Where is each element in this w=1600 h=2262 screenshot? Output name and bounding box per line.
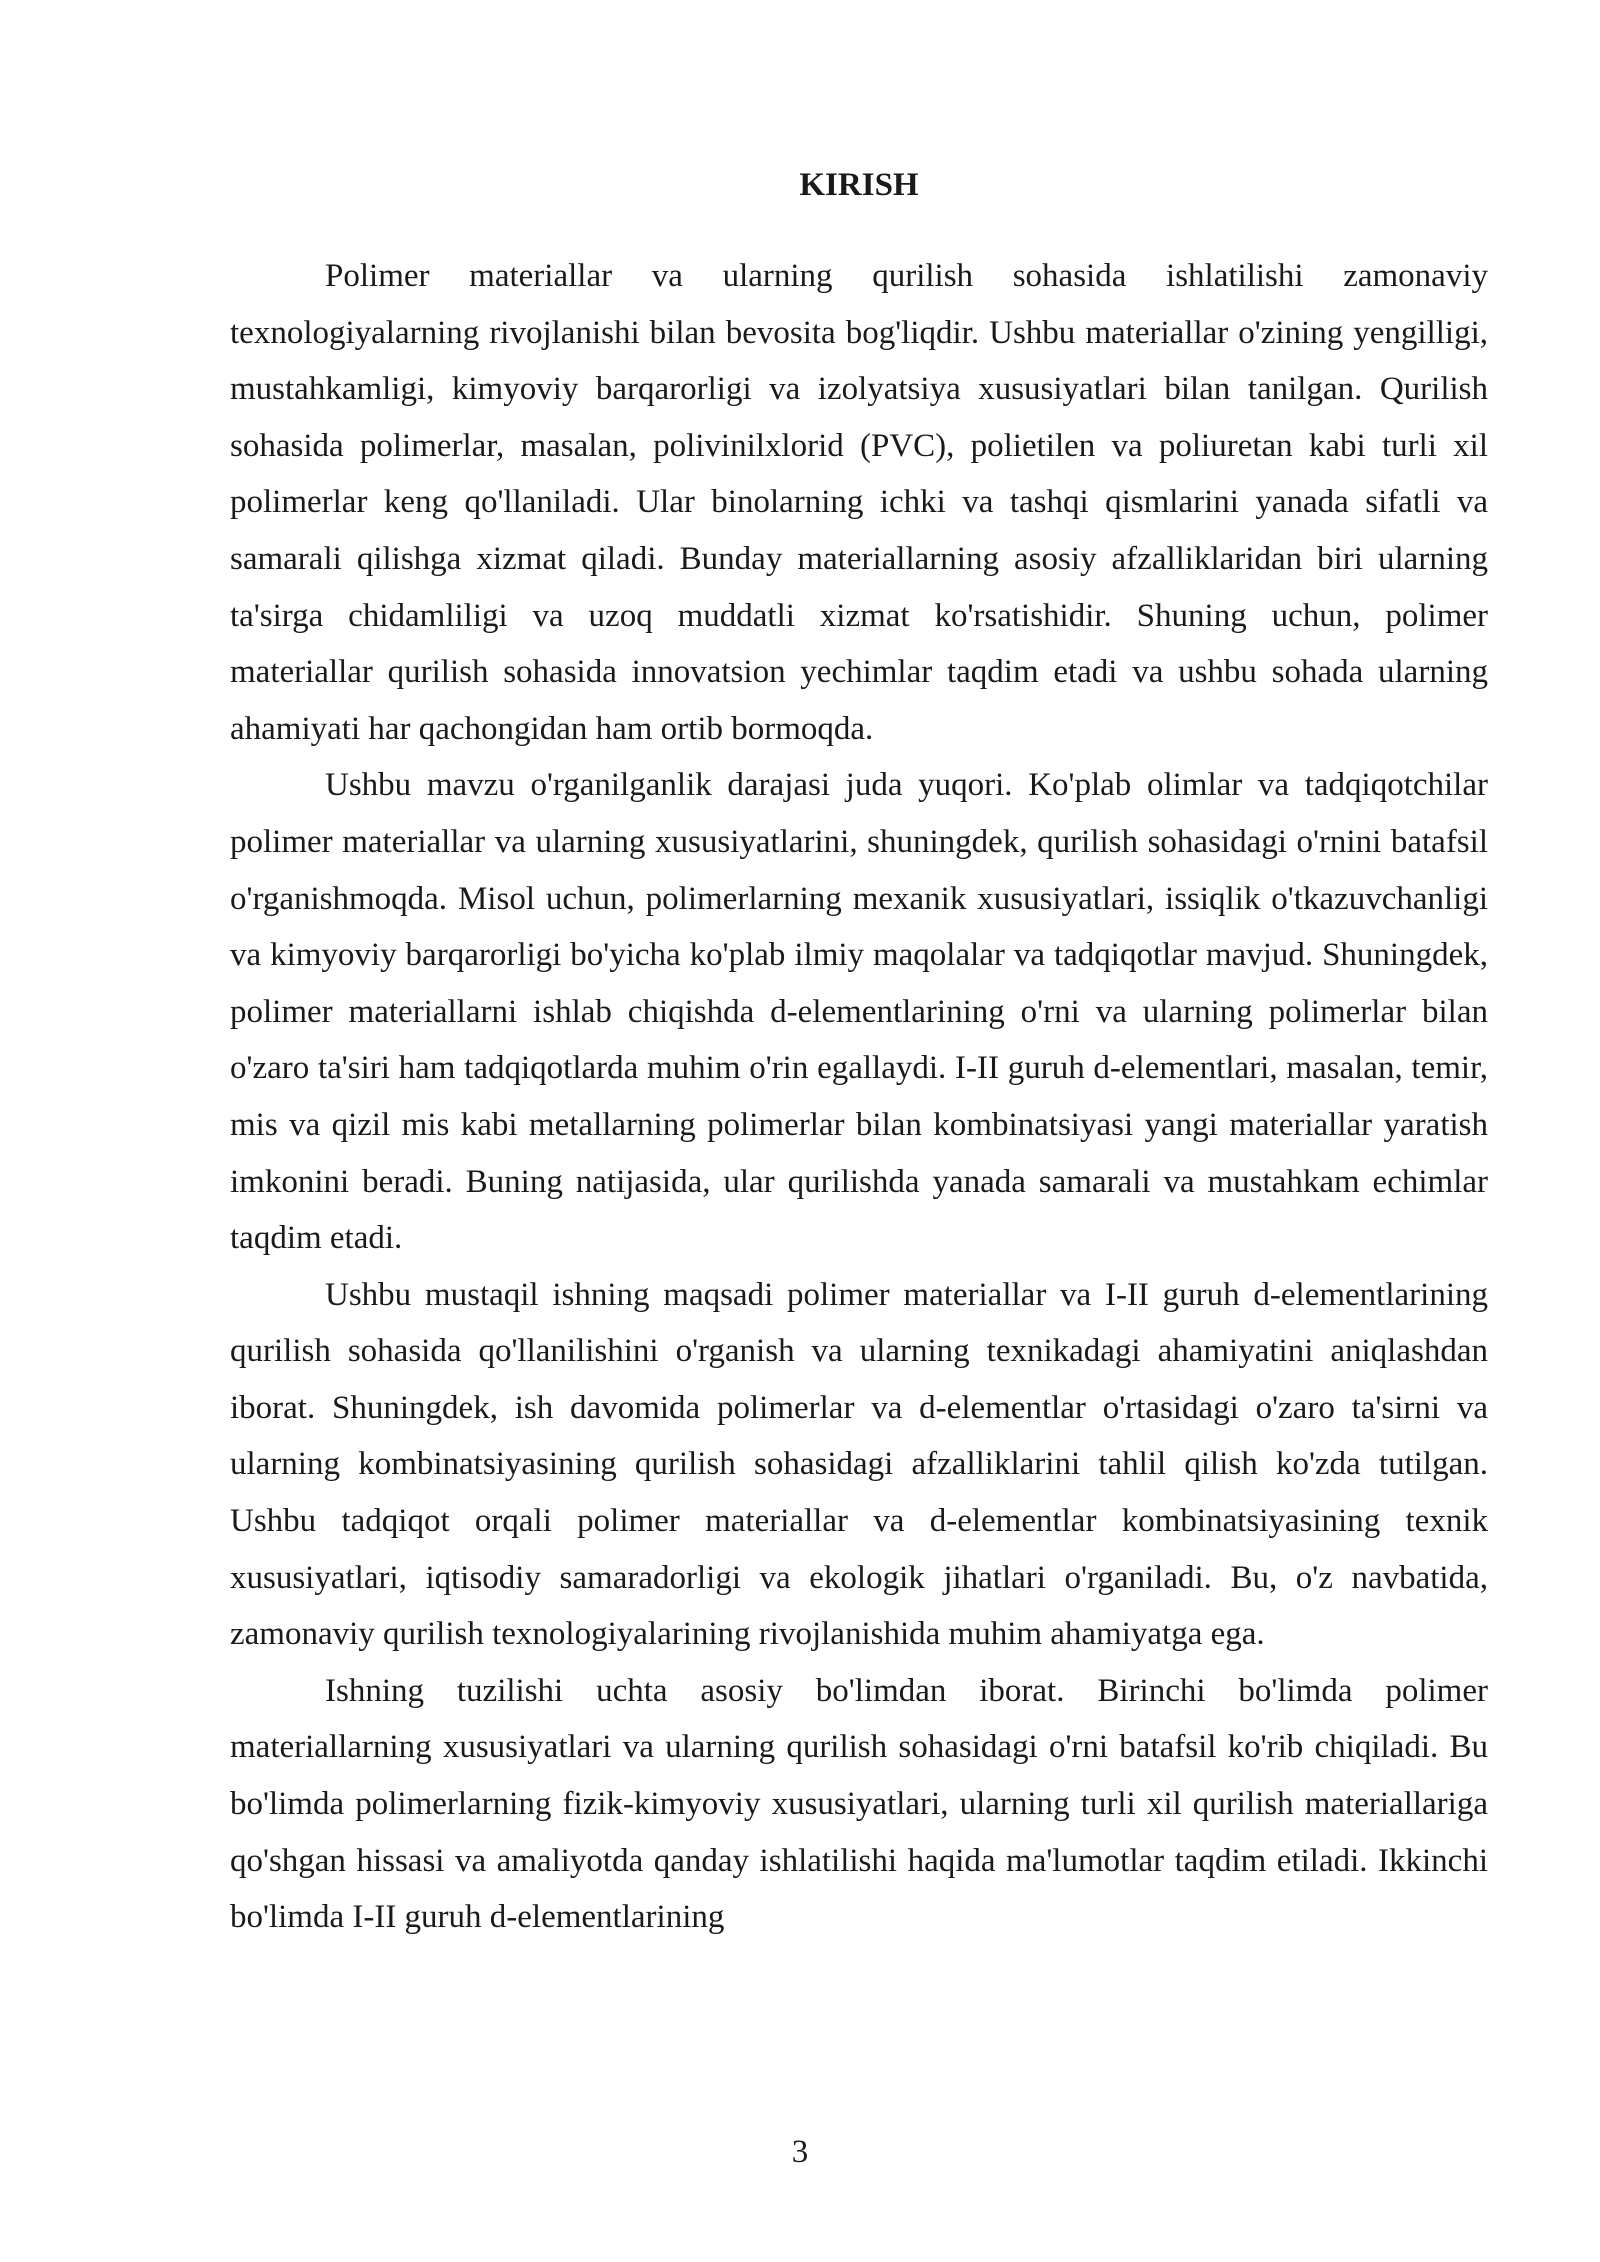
section-title: KIRISH (799, 167, 919, 203)
page-number: 3 (791, 2134, 809, 2170)
paragraph-4: Ishning tuzilishi uchta asosiy bo'limdan iborat. Birinchi bo'limda polimer materiallarning xususiyatlari va ularning qurilish sohasidagi o'rni batafsil ko'rib chiqiladi. Bu bo'limda polimerlarning fizik-kimyoviy xususiyatlari, ularning turli xil qurilish materiallariga qo'shgan hissasi va amaliyotda qanday ishlatilishi haqida ma'lumotlar taqdim etiladi. Ikkinchi bo'limda I-II guruh d-elementlarining (230, 1672, 1488, 1936)
body-text (230, 248, 1488, 1946)
paragraph-2: Ushbu mavzu o'rganilganlik darajasi juda yuqori. Ko'plab olimlar va tadqiqotchilar polimer materiallar va ularning xususiyatlarini, shuningdek, qurilish sohasidagi o'rnini batafsil o'rganishmoqda. Misol uchun, polimerlarning mexanik xususiyatlari, issiqlik o'tkazuvchanligi va kimyoviy barqarorligi bo'yicha ko'plab ilmiy maqolalar va tadqiqotlar mavjud. Shuningdek, polimer materiallarni ishlab chiqishda d-elementlarining o'rni va ularning polimerlar bilan o'zaro ta'siri ham tadqiqotlarda muhim o'rin egallaydi. I-II guruh d-elementlari, masalan, temir, mis va qizil mis kabi metallarning polimerlar bilan kombinatsiyasi yangi materiallar yaratish imkonini beradi. Buning natijasida, ular qurilishda yanada samarali va mustahkam echimlar taqdim etadi. (230, 767, 1488, 1257)
paragraph-3: Ushbu mustaqil ishning maqsadi polimer materiallar va I-II guruh d-elementlarining qurilish sohasida qo'llanilishini o'rganish va ularning texnikadagi ahamiyatini aniqlashdan iborat. Shuningdek, ish davomida polimerlar va d-elementlar o'rtasidagi o'zaro ta'sirni va ularning kombinatsiyasining qurilish sohasidagi afzalliklarini tahlil qilish ko'zda tutilgan. Ushbu tadqiqot orqali polimer materiallar va d-elementlar kombinatsiyasining texnik xususiyatlari, iqtisodiy samaradorligi va ekologik jihatlari o'rganiladi. Bu, o'z navbatida, zamonaviy qurilish texnologiyalarining rivojlanishida muhim ahamiyatga ega. (230, 1276, 1488, 1653)
paragraph-1: Polimer materiallar va ularning qurilish sohasida ishlatilishi zamonaviy texnologiyalarning rivojlanishi bilan bevosita bog'liqdir. Ushbu materiallar o'zining yengilligi, mustahkamligi, kimyoviy barqarorligi va izolyatsiya xususiyatlari bilan tanilgan. Qurilish sohasida polimerlar, masalan, polivinilxlorid (PVC), polietilen va poliuretan kabi turli xil polimerlar keng qo'llaniladi. Ular binolarning ichki va tashqi qismlarini yanada sifatli va samarali qilishga xizmat qiladi. Bunday materiallarning asosiy afzalliklaridan biri ularning ta'sirga chidamliligi va uzoq muddatli xizmat ko'rsatishidir. Shuning uchun, polimer materiallar qurilish sohasida innovatsion yechimlar taqdim etadi va ushbu sohada ularning ahamiyati har qachongidan ham ortib bormoqda. (230, 258, 1488, 747)
